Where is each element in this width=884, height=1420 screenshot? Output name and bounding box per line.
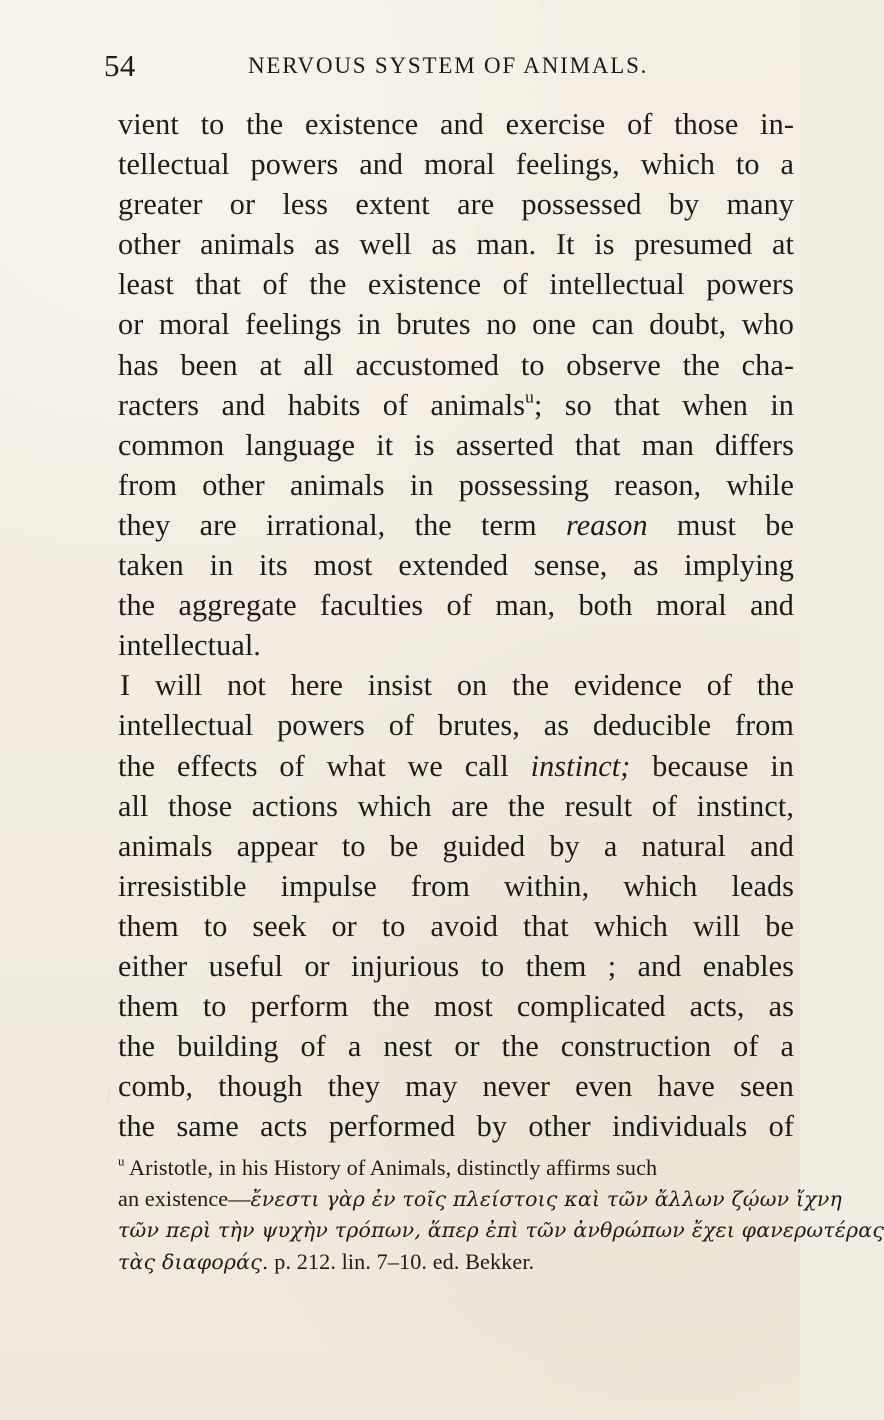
text-line: irresistible impulse from within, which leads — [118, 868, 794, 903]
footnote-line — [118, 1152, 794, 1183]
text-line: greater or less extent are possessed by many — [118, 187, 794, 222]
text-line: other animals as well as man. It is presumed at — [118, 227, 794, 262]
text-line: taken in its most extended sense, as implying — [118, 548, 794, 583]
text-line: the same acts performed by other individuals of — [118, 1109, 794, 1144]
text-line-with-italic — [118, 746, 794, 786]
text-line: intellectual. — [118, 628, 261, 663]
main-text — [118, 104, 794, 1146]
text-line: tellectual powers and moral feelings, which to a — [118, 147, 794, 182]
footnote-marker: u — [525, 386, 534, 407]
page-header — [104, 48, 724, 88]
text-fragment: ; so that when in — [533, 387, 794, 422]
text-line: common language it is asserted that man differs — [118, 427, 794, 462]
text-fragment: they are irrational, the term — [118, 507, 537, 542]
text-fragment: must be — [647, 507, 794, 542]
text-line: from other animals in possessing reason, while — [118, 467, 794, 502]
footnote-citation: p. 212. lin. 7–10. ed. Bekker. — [268, 1248, 535, 1274]
text-line-with-footnote-marker — [118, 385, 794, 425]
text-line: them to seek or to avoid that which will be — [118, 908, 794, 943]
footnote-text: Aristotle, in his History of Animals, distinctly affirms such — [124, 1155, 658, 1180]
footnote — [118, 1152, 884, 1277]
text-line: them to perform the most complicated acts, as — [118, 989, 794, 1024]
text-fragment: racters and habits of animals — [118, 387, 526, 422]
text-line: either useful or injurious to them ; and enables — [118, 948, 794, 983]
italic-word: reason — [566, 507, 648, 542]
footnote-marker: u — [118, 1154, 125, 1169]
italic-phrase: instinct; — [530, 748, 631, 783]
text-line: has been at all accustomed to observe the cha- — [118, 347, 794, 382]
text-line: all those actions which are the result of instinct, — [118, 788, 794, 823]
text-fragment: the effects of what we call — [118, 748, 509, 783]
text-line: intellectual powers of brutes, as deducible from — [118, 708, 794, 743]
footnote-text: an existence— — [118, 1186, 251, 1212]
footnote-line — [118, 1183, 842, 1214]
text-line: or moral feelings in brutes no one can doubt, who — [118, 307, 794, 342]
text-line: the building of a nest or the construction of a — [118, 1029, 794, 1064]
greek-quotation: ἔνεστι γὰρ ἐν τοῖς πλείστοις καὶ τῶν ἄλλων ζῴων ἴχνη — [250, 1187, 842, 1212]
text-fragment: because in — [630, 748, 794, 783]
paragraph-start-line: I will not here insist on the evidence of the — [120, 668, 794, 703]
footnote-line — [118, 1214, 884, 1245]
text-line: vient to the existence and exercise of those in- — [118, 107, 794, 141]
text-line: comb, though they may never even have seen — [118, 1069, 794, 1104]
greek-quotation: τῶν περὶ τὴν ψυχὴν τρόπων, ἅπερ ἐπὶ τῶν ἀνθρώπων ἔχει φανερωτέρας — [118, 1218, 884, 1243]
page-number: 54 — [104, 48, 136, 83]
text-line-with-italic — [118, 505, 794, 545]
text-line: the aggregate faculties of man, both moral and — [118, 588, 794, 623]
text-line: animals appear to be guided by a natural and — [118, 828, 794, 863]
running-head: NERVOUS SYSTEM OF ANIMALS. — [248, 53, 649, 78]
greek-quotation: τὰς διαφοράς. — [118, 1249, 269, 1274]
footnote-line — [118, 1246, 794, 1277]
text-line: least that of the existence of intellectual powers — [118, 267, 794, 302]
page-mark — [107, 1088, 119, 1104]
